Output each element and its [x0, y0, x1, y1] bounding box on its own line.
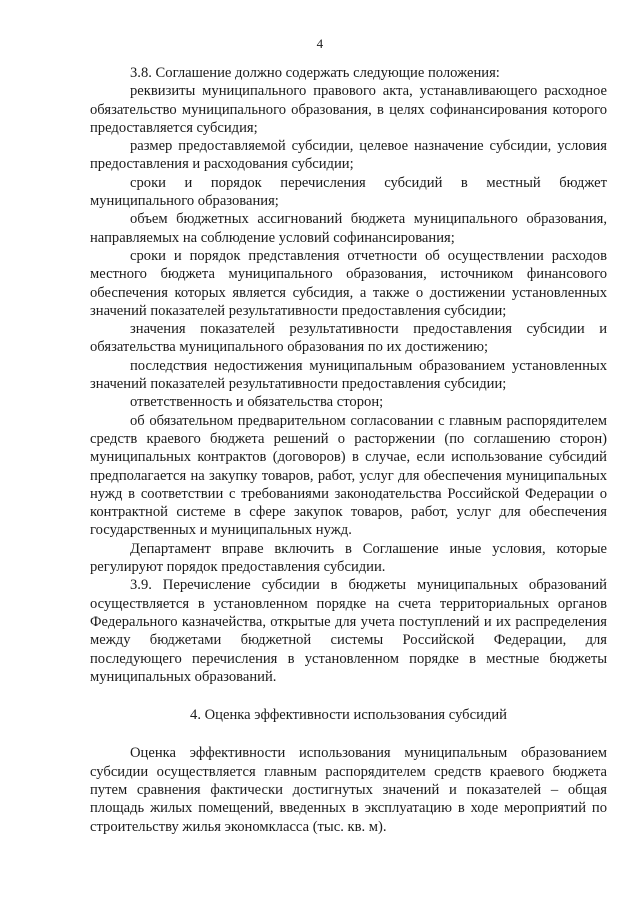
paragraph: последствия недостижения муниципальным образованием установленных значений показателей результативности предоставления субсидии;: [90, 357, 607, 393]
paragraph: ответственность и обязательства сторон;: [130, 394, 384, 411]
paragraph: сроки и порядок представления отчетности об осуществлении расходов местного бюджета муниципального образования, источником финансового обеспечения которых является субсидия, а также о достижении установленных значений показателей результативности предоставления субсидии;: [90, 247, 607, 319]
paragraph: 3.8. Соглашение должно содержать следующие положения:: [130, 65, 500, 81]
page-number: 4: [316, 36, 324, 51]
section-heading: 4. Оценка эффективности использования субсидий: [190, 707, 507, 724]
paragraph: об обязательном предварительном согласовании с главным распорядителем средств краевого бюджета решений о расторжении (по соглашению сторон) муниципальных контрактов (договоров) в случае, если использование субсидий предполагается на закупку товаров, работ, услуг для обеспечения муниципальных нужд в соответствии с требованиями законодательства Российской Федерации о контрактной системе в сфере закупок товаров, работ, услуг для обеспечения государственных и муниципальных нужд.: [90, 412, 607, 539]
paragraph: объем бюджетных ассигнований бюджета муниципального образования, направляемых на соблюдение условий софинансирования;: [90, 211, 607, 246]
paragraph: реквизиты муниципального правового акта, устанавливающего расходное обязательство муниципального образования, в целях софинансирования которого предоставляется субсидия;: [90, 83, 607, 136]
document-body: [90, 64, 607, 836]
paragraph: значения показателей результативности предоставления субсидии и обязательства муниципального образования по их достижению;: [90, 321, 607, 356]
paragraph: размер предоставляемой субсидии, целевое назначение субсидии, условия предоставления и расходования субсидии;: [90, 138, 607, 173]
paragraph: 3.9. Перечисление субсидии в бюджеты муниципальных образований осуществляется в установленном порядке на счета территориальных органов Федерального казначейства, открытые для учета поступлений и их распределения между бюджетами бюджетной системы Российской Федерации, для последующего перечисления в установленном порядке в местные бюджеты муниципальных образований.: [90, 577, 607, 685]
paragraph: Департамент вправе включить в Соглашение иные условия, которые регулируют порядок предоставления субсидии.: [90, 540, 607, 576]
paragraph: Оценка эффективности использования муниципальным образованием субсидии осуществляется главным распорядителем средств краевого бюджета путем сравнения фактически достигнутых значений и показателей – общая площадь жилых помещений, введенных в эксплуатацию в ходе мероприятий по строительству жилья экономкласса (тыс. кв. м).: [90, 745, 607, 835]
paragraph: сроки и порядок перечисления субсидий в местный бюджет муниципального образования;: [90, 174, 607, 210]
